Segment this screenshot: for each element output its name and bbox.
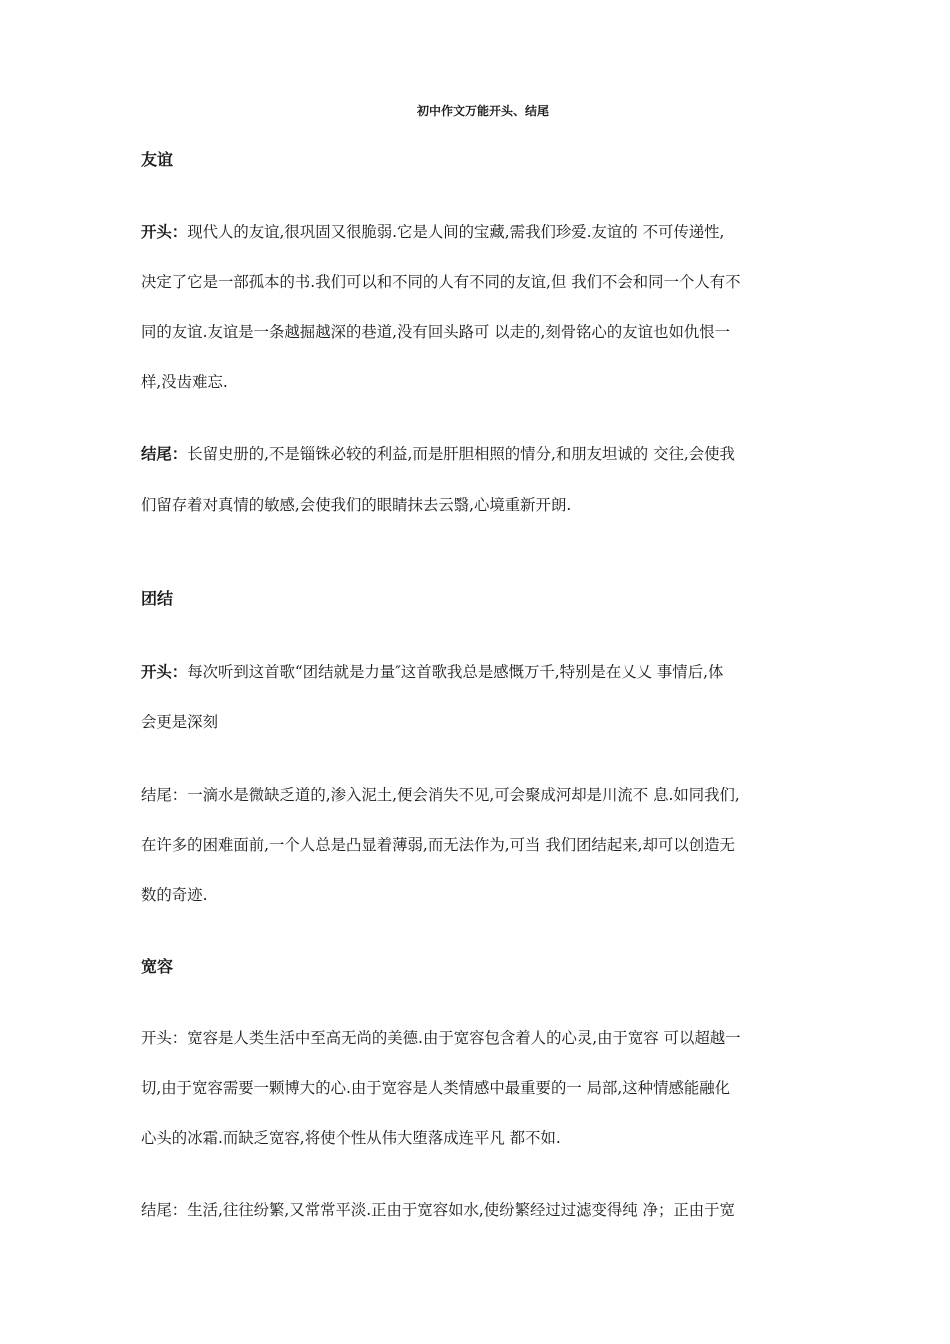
- section-heading-unity: 团结: [141, 589, 174, 608]
- friendship-opening-line-4: 样,没齿难忘.: [141, 373, 228, 391]
- opening-label: 开头：: [141, 223, 188, 241]
- friendship-opening-line-2: 决定了它是一部孤本的书.我们可以和不同的人有不同的友谊,但 我们不会和同一个人有不: [141, 273, 741, 291]
- paragraph-text: 宽容是人类生活中至高无尚的美德.由于宽容包含着人的心灵,由于宽容 可以超越一: [187, 1029, 741, 1047]
- unity-ending-line-2: 在许多的困难面前,一个人总是凸显着薄弱,而无法作为,可当 我们团结起来,却可以创造无: [141, 836, 735, 854]
- friendship-ending-line-1: [141, 443, 825, 465]
- paragraph-text: 每次听到这首歌“团结就是力量″这首歌我总是感慨万千,特别是在乂乂 事情后,体: [187, 663, 724, 681]
- unity-ending-line-3: 数的奇迹.: [141, 886, 208, 904]
- tolerance-ending-line-1: [141, 1199, 825, 1221]
- tolerance-opening-line-3: 心头的冰霜.而缺乏宽容,将使个性从伟大堕落成连平凡 都不如.: [141, 1129, 561, 1147]
- friendship-opening-line-1: [141, 221, 825, 243]
- opening-label: 开头：: [141, 1029, 188, 1047]
- ending-label: 结尾：: [141, 445, 188, 463]
- paragraph-text: 一滴水是微缺乏道的,渗入泥土,便会消失不见,可会聚成河却是川流不 息.如同我们,: [187, 786, 740, 804]
- paragraph-text: 长留史册的,不是锱铢必较的利益,而是肝胆相照的情分,和朋友坦诚的 交往,会使我: [187, 445, 735, 463]
- ending-label: 结尾：: [141, 786, 188, 804]
- opening-label: 开头：: [141, 663, 188, 681]
- tolerance-opening-line-1: [141, 1027, 825, 1049]
- unity-opening-line-1: [141, 661, 825, 683]
- ending-label: 结尾：: [141, 1201, 188, 1219]
- document-title: 初中作文万能开头、结尾: [416, 104, 549, 118]
- friendship-ending-line-2: 们留存着对真情的敏感,会使我们的眼睛抹去云翳,心境重新开朗.: [141, 496, 572, 514]
- paragraph-text: 现代人的友谊,很巩固又很脆弱.它是人间的宝藏,需我们珍爱.友谊的 不可传递性,: [187, 223, 725, 241]
- friendship-opening-line-3: 同的友谊.友谊是一条越掘越深的巷道,没有回头路可 以走的,刻骨铭心的友谊也如仇恨一: [141, 323, 731, 341]
- section-heading-friendship: 友谊: [141, 150, 174, 169]
- unity-ending-line-1: [141, 784, 825, 806]
- section-heading-tolerance: 宽容: [141, 957, 174, 976]
- tolerance-opening-line-2: 切,由于宽容需要一颗博大的心.由于宽容是人类情感中最重要的一 局部,这种情感能融化: [141, 1079, 731, 1097]
- unity-opening-line-2: 会更是深刻: [141, 713, 218, 731]
- paragraph-text: 生活,往往纷繁,又常常平淡.正由于宽容如水,使纷繁经过过滤变得纯 净；正由于宽: [187, 1201, 735, 1219]
